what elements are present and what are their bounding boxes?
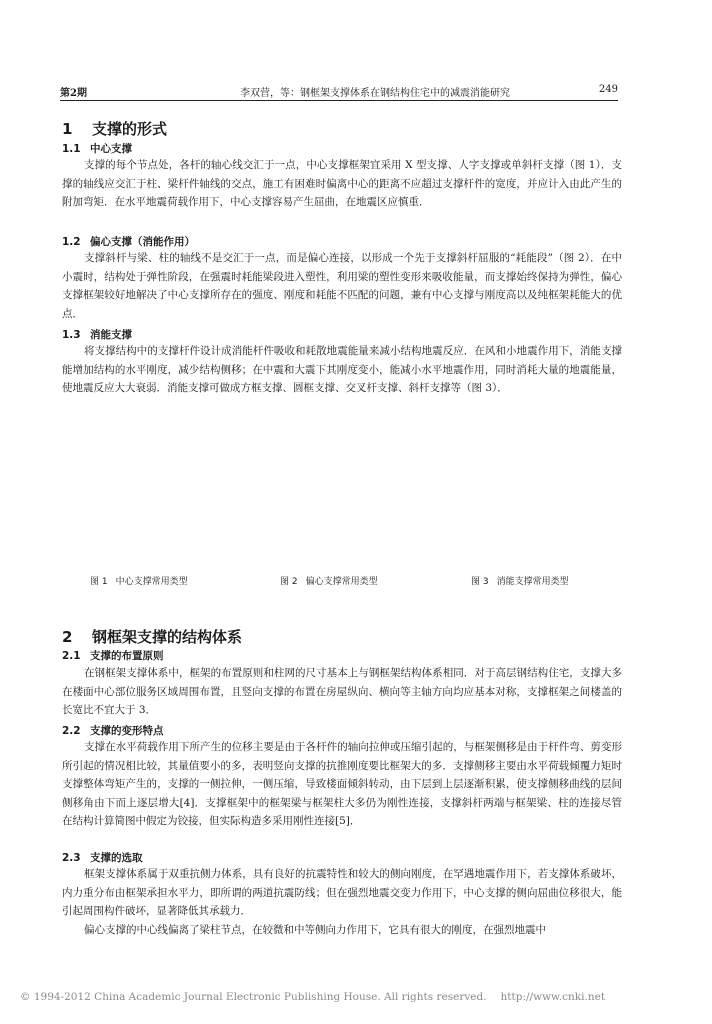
- figure-3-caption: 图 3 消能支撑常用类型: [471, 577, 569, 587]
- subsection-title: 支撑的变形特点: [90, 725, 164, 737]
- paragraph-1-2: 支撑斜杆与梁、柱的轴线不是交汇于一点，而是偏心连接，以形成一个先于支撑斜杆屈服的“耗能段”（图 2）．在中小震时，结构处于弹性阶段，在强震时耗能梁段进入塑性，利用梁的塑性变形来吸收能量，而支撑始终保持为弹性，偏心支撑框架较好地解决了中心支撑所存在的强度、刚度和耗能不匹配的问题，兼有中心支撑与刚度高以及纯框架耗能大的优点．: [62, 252, 622, 320]
- paragraph-1-1: 支撑的每个节点处，各杆的轴心线交汇于一点，中心支撑框架宜采用 X 型支撑、人字支撑或单斜杆支撑（图 1）．支撑的轴线应交汇于柱、梁杆件轴线的交点，施工有困难时偏离中心的距离不应超过支撑杆件的宽度，并应计入由此产生的附加弯矩．在水平地震荷载作用下，中心支撑容易产生屈曲，在地震区应慎重．: [62, 159, 622, 209]
- subsection-1-3-heading: [62, 327, 132, 342]
- copyright-footer: [20, 991, 605, 1003]
- subsection-title: 支撑的布置原则: [90, 650, 164, 662]
- issue-label: 第2期: [60, 88, 87, 99]
- copyright-text: © 1994-2012 China Academic Journal Electronic Publishing House. All rights reserved.: [20, 991, 487, 1003]
- figure-2-caption: 图 2 偏心支撑常用类型: [280, 577, 378, 587]
- section-number: 2: [62, 628, 73, 646]
- subsection-2-2-heading: [62, 723, 164, 738]
- paragraph-1-3: 将支撑结构中的支撑杆件设计成消能杆件吸收和耗散地震能量来减小结构地震反应．在风和小地震作用下，消能支撑能增加结构的水平刚度，减少结构侧移；在中震和大震下其刚度变小，能减小水平地震作用，同时消耗大量的地震能量，使地震反应大大衰弱．消能支撑可做成方框支撑、圆框支撑、交叉杆支撑、斜杆支撑等（图 3）．: [62, 345, 622, 395]
- subsection-1-2-heading: [62, 234, 195, 249]
- page-number: 249: [598, 84, 618, 95]
- subsection-number: 2.3: [62, 852, 81, 864]
- section-title: 支撑的形式: [92, 120, 168, 138]
- subsection-2-1-heading: [62, 648, 164, 663]
- section-1-heading: [62, 118, 167, 139]
- section-number: 1: [62, 120, 73, 138]
- paragraph-2-1: 在钢框架支撑体系中，框架的布置原则和柱网的尺寸基本上与钢框架结构体系相同．对于高层钢结构住宅，支撑大多在楼面中心部位服务区域周围布置，且竖向支撑的布置在房屋纵向、横向等主轴方向均应基本对称，支撑框架之间楼盖的长宽比不宜大于 3．: [62, 667, 622, 717]
- subsection-title: 消能支撑: [90, 329, 132, 341]
- paragraph-2-2: 支撑在水平荷载作用下所产生的位移主要是由于各杆件的轴向拉伸或压缩引起的，与框架侧移是由于杆件弯、剪变形所引起的情况相比较，其量值要小的多，表明竖向支撑的抗推刚度要比框架大的多．支撑侧移主要由水平荷载倾覆力矩时支撑整体弯矩产生的，支撑的一侧拉伸，一侧压缩，导致楼面倾斜转动，由下层到上层逐渐积累，使支撑侧移曲线的层间侧移角由下而上逐层增大[4]．支撑框架中的框架梁与框架柱大多仍为刚性连接，支撑斜杆两端与框架梁、柱的连接尽管在结构计算简图中假定为铰接，但实际构造多采用刚性连接[5]．: [62, 741, 622, 828]
- subsection-number: 1.2: [62, 236, 81, 248]
- running-header: [60, 82, 618, 101]
- subsection-number: 2.1: [62, 650, 81, 662]
- paragraph-2-3-continued: 偏心支撑的中心线偏离了梁柱节点，在较微和中等侧向力作用下，它具有很大的刚度，在强烈地震中: [84, 924, 546, 936]
- subsection-title: 中心支撑: [90, 143, 132, 155]
- figure-captions: [90, 574, 610, 590]
- subsection-title: 支撑的选取: [90, 852, 143, 864]
- cnki-url: http://www.cnki.net: [500, 991, 606, 1003]
- subsection-2-3-heading: [62, 850, 143, 865]
- paragraph-2-3: 框架支撑体系属于双重抗侧力体系，具有良好的抗震特性和较大的侧向刚度，在罕遇地震作用下，若支撑体系破坏，内力重分布由框架承担水平力，即所谓的两道抗震防线；但在强烈地震交变力作用下，中心支撑的侧向屈曲位移很大，能引起周围构件破坏，显著降低其承载力．: [62, 868, 622, 918]
- running-title: 李双营，等：钢框架支撑体系在钢结构住宅中的减震消能研究: [240, 88, 510, 99]
- subsection-1-1-heading: [62, 141, 132, 156]
- figure-1-caption: 图 1 中心支撑常用类型: [90, 577, 188, 587]
- subsection-title: 偏心支撑（消能作用）: [90, 236, 195, 248]
- subsection-number: 2.2: [62, 725, 81, 737]
- subsection-number: 1.1: [62, 143, 81, 155]
- subsection-number: 1.3: [62, 329, 81, 341]
- section-title: 钢框架支撑的结构体系: [92, 628, 243, 646]
- section-2-heading: [62, 626, 242, 647]
